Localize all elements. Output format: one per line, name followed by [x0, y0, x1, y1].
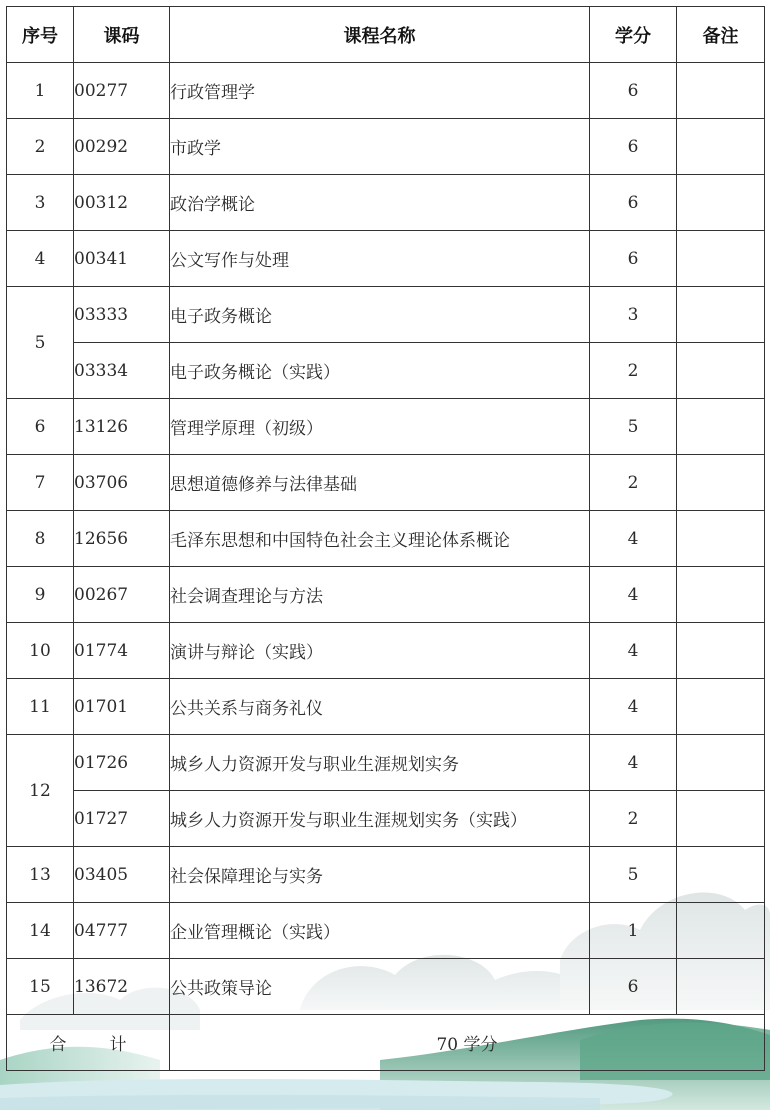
- row-credit: 5: [590, 847, 677, 903]
- table-row: [7, 735, 765, 791]
- table-row: [7, 343, 765, 399]
- row-seq: 7: [7, 455, 74, 511]
- row-name: 演讲与辩论（实践）: [170, 623, 590, 679]
- row-note: [677, 791, 765, 847]
- row-code: 03333: [74, 287, 170, 343]
- row-seq: 4: [7, 231, 74, 287]
- table-row: [7, 455, 765, 511]
- row-note: [677, 623, 765, 679]
- row-credit: 3: [590, 287, 677, 343]
- row-credit: 2: [590, 455, 677, 511]
- row-code: 00267: [74, 567, 170, 623]
- row-name: 思想道德修养与法律基础: [170, 455, 590, 511]
- row-name: 管理学原理（初级）: [170, 399, 590, 455]
- row-note: [677, 119, 765, 175]
- total-value: 70 学分: [170, 1015, 765, 1071]
- row-name: 公共关系与商务礼仪: [170, 679, 590, 735]
- total-label-a: 合: [49, 1035, 67, 1055]
- row-seq: 5: [7, 287, 74, 399]
- course-table: [6, 6, 765, 1071]
- row-code: 03334: [74, 343, 170, 399]
- row-note: [677, 399, 765, 455]
- row-credit: 4: [590, 623, 677, 679]
- row-seq: 14: [7, 903, 74, 959]
- row-seq: 15: [7, 959, 74, 1015]
- row-credit: 4: [590, 679, 677, 735]
- row-name: 公文写作与处理: [170, 231, 590, 287]
- row-name: 毛泽东思想和中国特色社会主义理论体系概论: [170, 511, 590, 567]
- row-seq: 1: [7, 63, 74, 119]
- total-label-b: 计: [109, 1035, 127, 1055]
- row-code: 01727: [74, 791, 170, 847]
- header-seq: 序号: [7, 7, 74, 63]
- row-code: 13672: [74, 959, 170, 1015]
- row-code: 01726: [74, 735, 170, 791]
- row-code: 01774: [74, 623, 170, 679]
- total-row: [7, 1015, 765, 1071]
- header-note: 备注: [677, 7, 765, 63]
- table-header-row: [7, 7, 765, 63]
- row-credit: 6: [590, 63, 677, 119]
- row-name: 城乡人力资源开发与职业生涯规划实务: [170, 735, 590, 791]
- row-credit: 6: [590, 231, 677, 287]
- table-row: [7, 63, 765, 119]
- total-label: [7, 1015, 170, 1071]
- row-seq: 13: [7, 847, 74, 903]
- row-code: 13126: [74, 399, 170, 455]
- row-name: 电子政务概论（实践）: [170, 343, 590, 399]
- header-credit: 学分: [590, 7, 677, 63]
- row-note: [677, 679, 765, 735]
- row-seq: 9: [7, 567, 74, 623]
- table-row: [7, 567, 765, 623]
- row-seq: 11: [7, 679, 74, 735]
- row-name: 社会保障理论与实务: [170, 847, 590, 903]
- row-credit: 6: [590, 959, 677, 1015]
- table-row: [7, 511, 765, 567]
- row-code: 00292: [74, 119, 170, 175]
- row-credit: 4: [590, 511, 677, 567]
- row-name: 公共政策导论: [170, 959, 590, 1015]
- row-name: 行政管理学: [170, 63, 590, 119]
- row-note: [677, 343, 765, 399]
- row-code: 12656: [74, 511, 170, 567]
- row-credit: 4: [590, 735, 677, 791]
- table-row: [7, 679, 765, 735]
- row-code: 00312: [74, 175, 170, 231]
- row-credit: 2: [590, 343, 677, 399]
- row-note: [677, 231, 765, 287]
- table-row: [7, 791, 765, 847]
- row-seq: 2: [7, 119, 74, 175]
- table-row: [7, 623, 765, 679]
- row-note: [677, 903, 765, 959]
- row-credit: 4: [590, 567, 677, 623]
- table-row: [7, 399, 765, 455]
- row-note: [677, 455, 765, 511]
- row-note: [677, 847, 765, 903]
- row-credit: 1: [590, 903, 677, 959]
- row-note: [677, 735, 765, 791]
- row-code: 00277: [74, 63, 170, 119]
- row-credit: 6: [590, 175, 677, 231]
- row-seq: 6: [7, 399, 74, 455]
- row-code: 03405: [74, 847, 170, 903]
- row-credit: 5: [590, 399, 677, 455]
- row-credit: 2: [590, 791, 677, 847]
- header-code: 课码: [74, 7, 170, 63]
- row-name: 政治学概论: [170, 175, 590, 231]
- row-note: [677, 959, 765, 1015]
- row-code: 01701: [74, 679, 170, 735]
- row-name: 城乡人力资源开发与职业生涯规划实务（实践）: [170, 791, 590, 847]
- header-name: 课程名称: [170, 7, 590, 63]
- table-row: [7, 175, 765, 231]
- row-note: [677, 511, 765, 567]
- row-seq: 3: [7, 175, 74, 231]
- row-note: [677, 567, 765, 623]
- row-code: 03706: [74, 455, 170, 511]
- row-note: [677, 287, 765, 343]
- table-row: [7, 847, 765, 903]
- table-row: [7, 119, 765, 175]
- row-seq: 8: [7, 511, 74, 567]
- row-code: 04777: [74, 903, 170, 959]
- table-row: [7, 959, 765, 1015]
- row-note: [677, 175, 765, 231]
- table-row: [7, 231, 765, 287]
- table-row: [7, 903, 765, 959]
- row-note: [677, 63, 765, 119]
- row-code: 00341: [74, 231, 170, 287]
- table-row: [7, 287, 765, 343]
- row-credit: 6: [590, 119, 677, 175]
- row-seq: 12: [7, 735, 74, 847]
- river-shape: [0, 1095, 600, 1110]
- row-name: 企业管理概论（实践）: [170, 903, 590, 959]
- row-name: 社会调查理论与方法: [170, 567, 590, 623]
- row-name: 电子政务概论: [170, 287, 590, 343]
- row-seq: 10: [7, 623, 74, 679]
- row-name: 市政学: [170, 119, 590, 175]
